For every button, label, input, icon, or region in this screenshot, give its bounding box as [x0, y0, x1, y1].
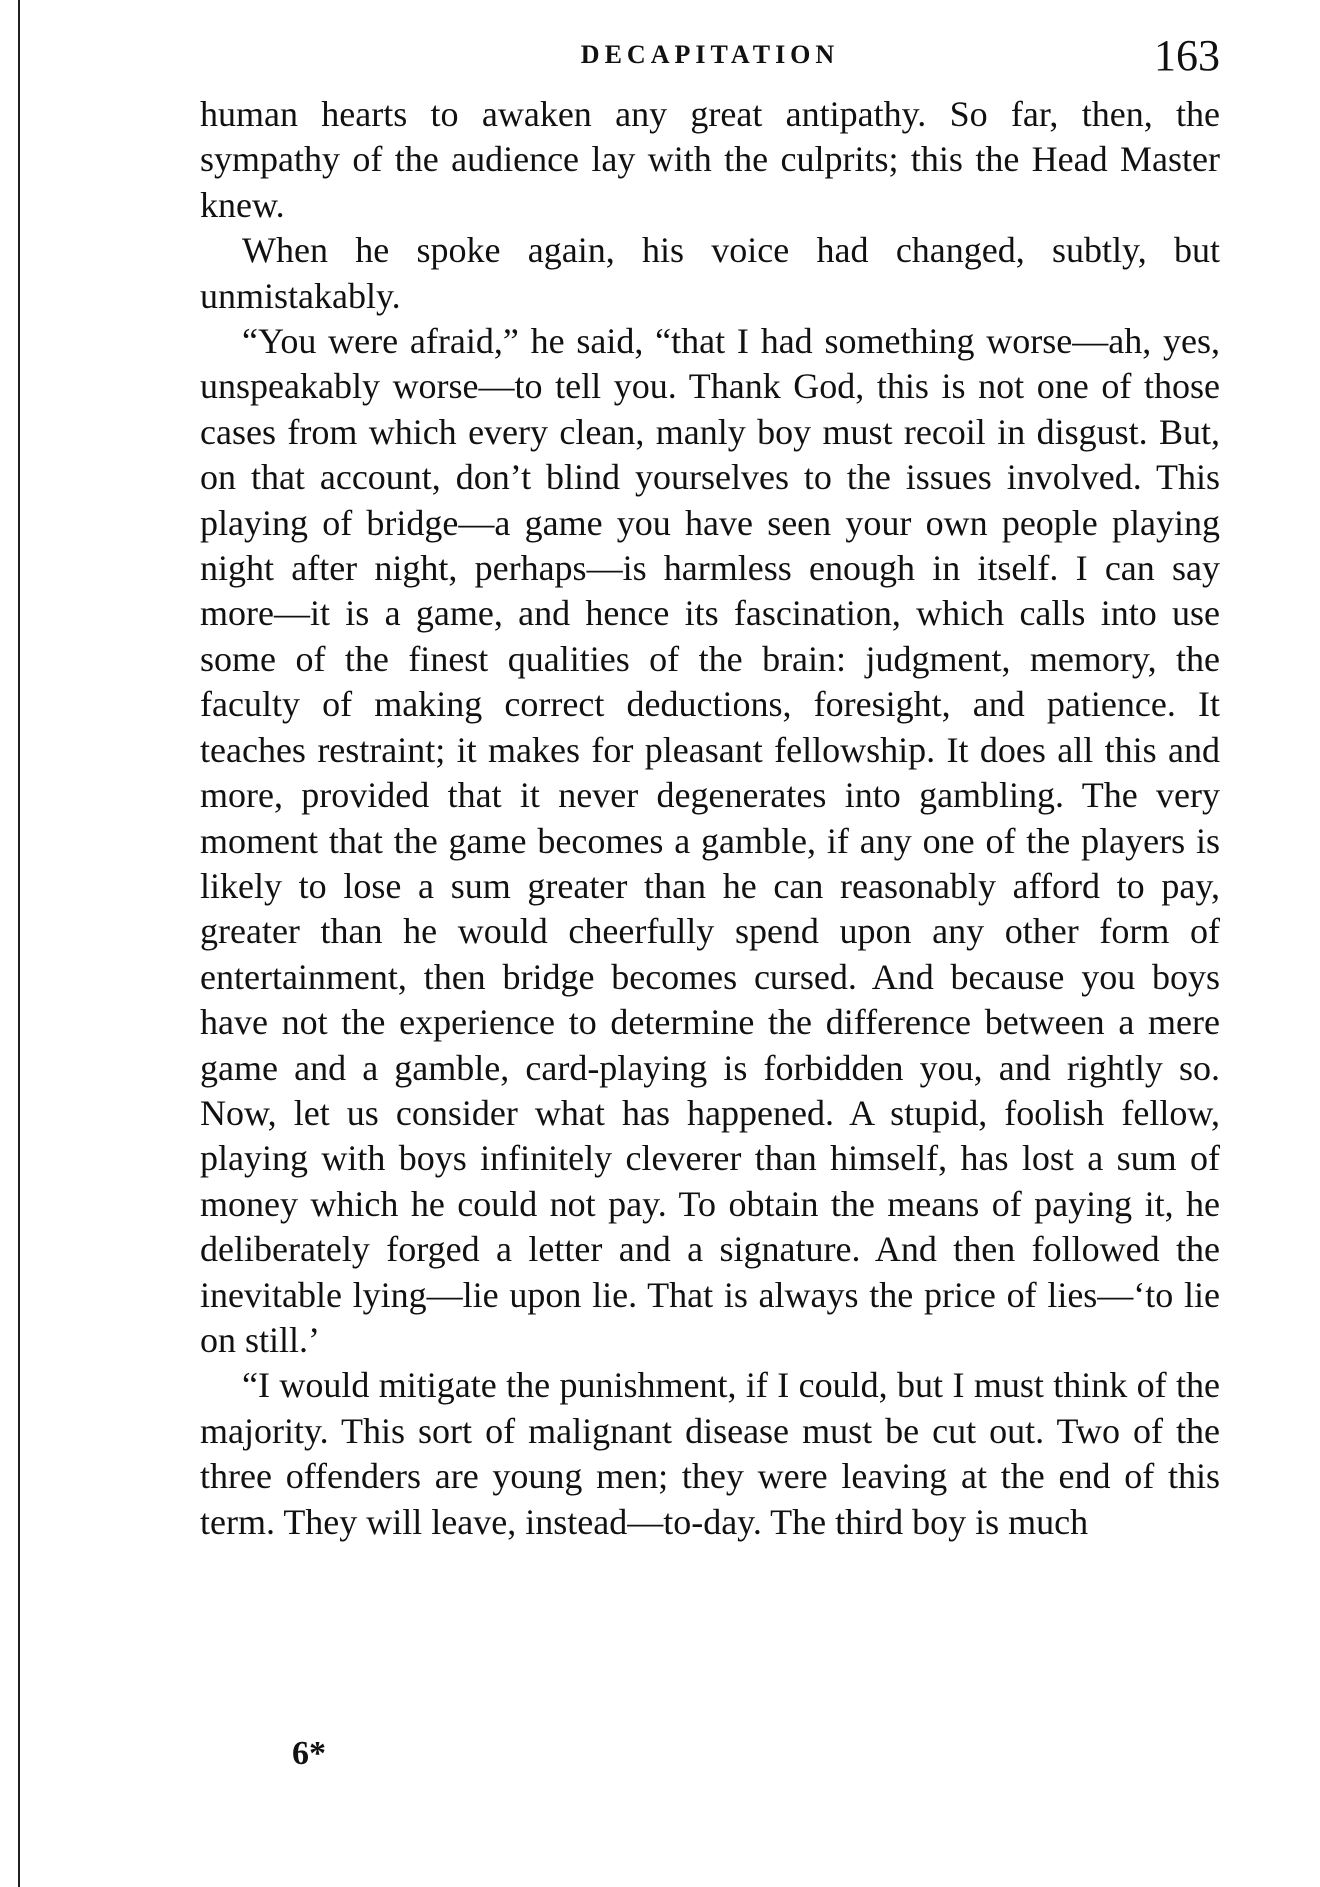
page-binding-edge: [18, 0, 20, 1887]
paragraph-1: human hearts to awaken any great antipathy. So far, then, the sympathy of the audience lay with the culprits; this the Head Master knew.: [200, 94, 1220, 225]
paragraph-2: When he spoke again, his voice had changed, subtly, but unmistakably.: [200, 230, 1220, 316]
page-number: 163: [1154, 31, 1220, 80]
signature-mark: 6*: [292, 1735, 326, 1772]
body-text: [200, 92, 1220, 1545]
running-title: DECAPITATION: [580, 40, 840, 69]
paragraph-3: “You were afraid,” he said, “that I had something worse—ah, yes, unspeakably worse—to tell you. Thank God, this is not one of those cases from which every clean, manly boy must recoil in disgust. But, on that account, don’t blind yourselves to the issues involved. This playing of bridge—a game you have seen your own people playing night after night, perhaps—is harmless enough in itself. I can say more—it is a game, and hence its fascination, which calls into use some of the finest qualities of the brain: judgment, memory, the faculty of making correct deductions, foresight, and patience. It teaches restraint; it makes for pleasant fellowship. It does all this and more, provided that it never degenerates into gambling. The very moment that the game becomes a gamble, if any one of the players is likely to lose a sum greater than he can reasonably afford to pay, greater than he would cheerfully spend upon any other form of entertainment, then bridge becomes cursed. And because you boys have not the experience to determine the difference between a mere game and a gamble, card-playing is forbidden you, and rightly so. Now, let us consider what has happened. A stupid, foolish fellow, playing with boys infinitely cleverer than himself, has lost a sum of money which he could not pay. To obtain the means of paying it, he deliberately forged a letter and a signature. And then followed the inevitable lying—lie upon lie. That is always the price of lies—‘to lie on still.’: [200, 321, 1220, 1360]
page-header: [200, 30, 1220, 90]
paragraph-4: “I would mitigate the punishment, if I could, but I must think of the majority. This sort of malignant disease must be cut out. Two of the three offenders are young men; they were leaving at the end of this term. They will leave, instead—to-day. The third boy is much: [200, 1365, 1220, 1542]
